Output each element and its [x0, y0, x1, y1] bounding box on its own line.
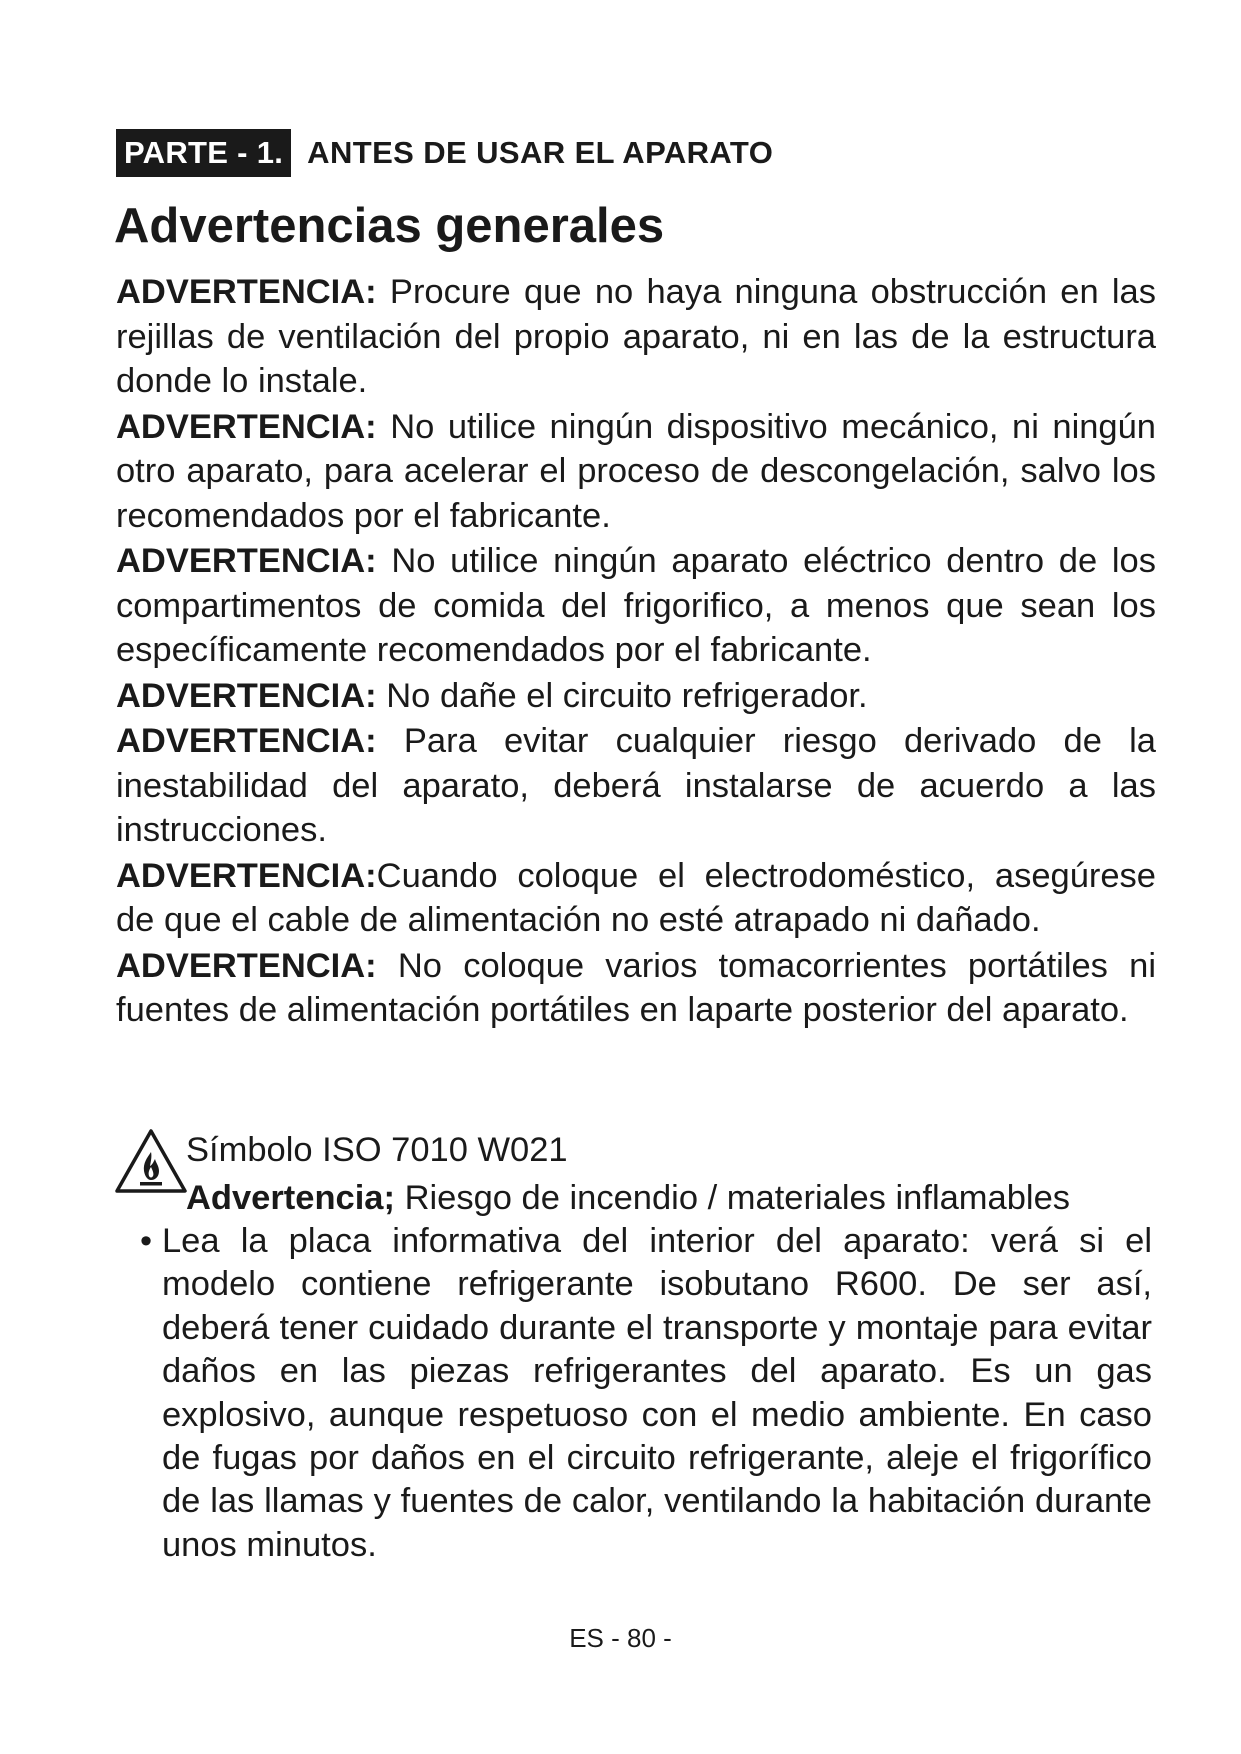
section-title: Advertencias generales [114, 199, 665, 253]
warning-text: No coloque varios tomacorrientes portátiles ni fuentes de alimentación portátiles en laparte posterior del aparato. [116, 946, 1156, 1029]
part-header [116, 129, 773, 177]
warning-text: No utilice ningún dispositivo mecánico, ni ningún otro aparato, para acelerar el proceso de descongelación, salvo los recomendados por el fabricante. [116, 407, 1156, 535]
warning-label: ADVERTENCIA: [116, 407, 377, 446]
part-badge: PARTE - 1. [116, 129, 291, 177]
warning-paragraph [116, 405, 1156, 539]
iso-warning-line [186, 1176, 1070, 1220]
warning-paragraph [116, 854, 1156, 943]
warning-paragraph [116, 719, 1156, 853]
part-title: ANTES DE USAR EL APARATO [307, 135, 774, 170]
warnings-list [116, 270, 1156, 1033]
page-number: ES - 80 - [569, 1623, 672, 1653]
bullet-marker: • [140, 1222, 153, 1260]
warning-paragraph [116, 674, 1156, 719]
iso-warning-text: Riesgo de incendio / materiales inflamables [395, 1179, 1071, 1217]
iso-symbol-text: Símbolo ISO 7010 W021 [186, 1131, 568, 1169]
warning-paragraph [116, 539, 1156, 673]
warning-text: Para evitar cualquier riesgo derivado de la inestabilidad del aparato, deberá instalarse de acuerdo a las instrucciones. [116, 722, 1156, 849]
warning-paragraph [116, 944, 1156, 1033]
warning-label: ADVERTENCIA: [116, 676, 377, 715]
warning-text: No utilice ningún aparato eléctrico dentro de los compartimentos de comida del frigorifico, a menos que sean los específicamente recomendados por el fabricante. [116, 542, 1156, 669]
warning-text: Cuando coloque el electrodoméstico, asegúrese de que el cable de alimentación no esté atrapado ni dañado. [116, 856, 1156, 939]
warning-label: ADVERTENCIA: [116, 722, 377, 760]
warning-label: ADVERTENCIA: [116, 273, 377, 311]
warning-label: ADVERTENCIA: [116, 542, 377, 580]
warning-paragraph [116, 270, 1156, 404]
warning-text: No dañe el circuito refrigerador. [376, 676, 868, 715]
warning-text: Procure que no haya ninguna obstrucción en las rejillas de ventilación del propio aparato, ni en las de la estructura donde lo instale. [116, 273, 1156, 400]
warning-label: ADVERTENCIA: [116, 946, 377, 985]
iso-warning-label: Advertencia; [186, 1179, 395, 1217]
flammable-warning-icon [114, 1128, 188, 1194]
bullet-text: Lea la placa informativa del interior del aparato: verá si el modelo contiene refrigerante isobutano R600. De ser así, deberá tener cuidado durante el transporte y montaje para evitar daños en las piezas refrigerantes del aparato. Es un gas explosivo, aunque respetuoso con el medio ambiente. En caso de fugas por daños en el circuito refrigerante, aleje el frigorífico de las llamas y fuentes de calor, ventilando la habitación durante unos minutos. [162, 1222, 1152, 1564]
list-item [140, 1220, 1152, 1567]
warning-label: ADVERTENCIA: [116, 856, 377, 895]
